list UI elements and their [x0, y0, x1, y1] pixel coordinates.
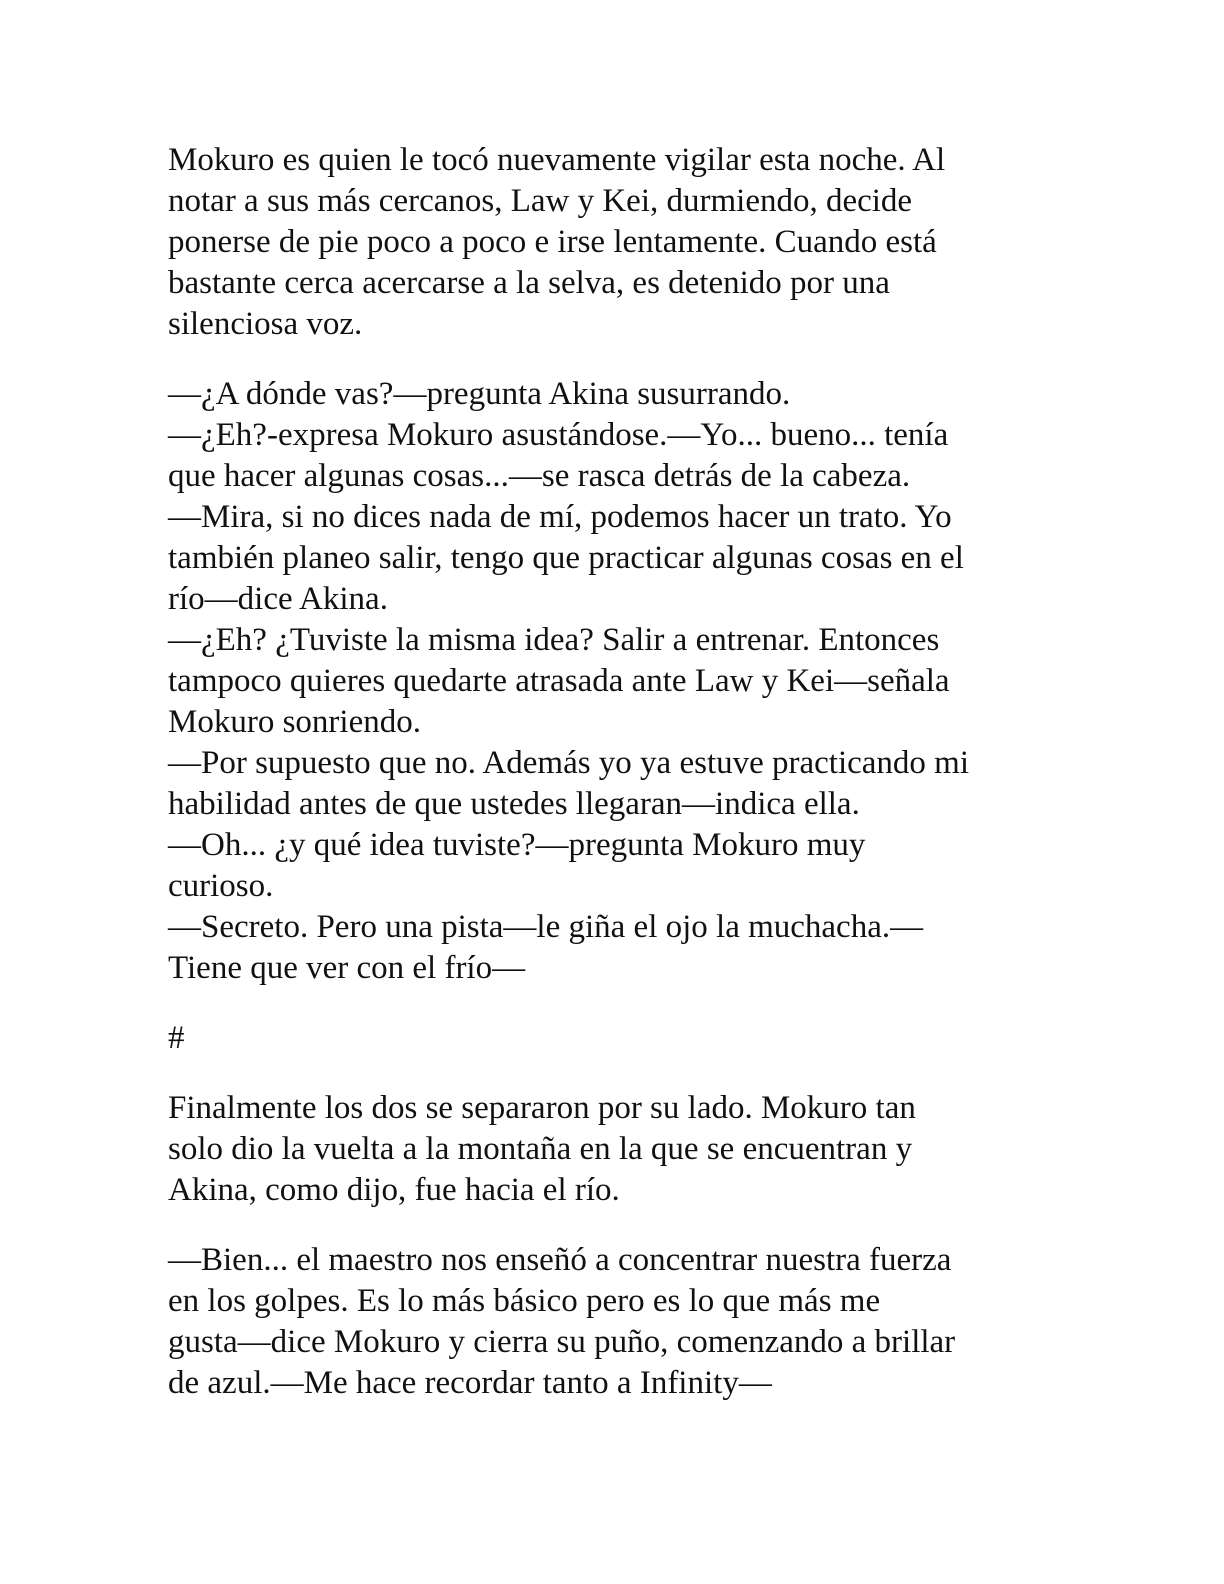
text-line: tampoco quieres quedarte atrasada ante Law y Kei—señala	[168, 663, 950, 699]
text-line: de azul.—Me hace recordar tanto a Infinity—	[168, 1365, 772, 1401]
text-line: —¿Eh?-expresa Mokuro asustándose.—Yo... bueno... tenía	[168, 417, 949, 453]
text-line: gusta—dice Mokuro y cierra su puño, comenzando a brillar	[168, 1324, 956, 1360]
text-line: que hacer algunas cosas...—se rasca detrás de la cabeza.	[168, 458, 911, 494]
text-line: Mokuro sonriendo.	[168, 704, 421, 740]
text-line: Finalmente los dos se separaron por su lado. Mokuro tan	[168, 1090, 916, 1126]
text-line: Mokuro es quien le tocó nuevamente vigilar esta noche. Al	[168, 142, 946, 178]
text-line: —Por supuesto que no. Además yo ya estuve practicando mi	[168, 745, 970, 781]
scene-break	[168, 1018, 1048, 1059]
text-line: río—dice Akina.	[168, 581, 388, 617]
paragraph-mokuro-watch	[168, 140, 1048, 345]
text-line: silenciosa voz.	[168, 306, 363, 342]
text-line: notar a sus más cercanos, Law y Kei, durmiendo, decide	[168, 183, 913, 219]
text-line: Tiene que ver con el frío—	[168, 950, 526, 986]
text-line: —Bien... el maestro nos enseñó a concentrar nuestra fuerza	[168, 1242, 952, 1278]
text-line: —Oh... ¿y qué idea tuviste?—pregunta Mokuro muy	[168, 827, 866, 863]
text-line: Akina, como dijo, fue hacia el río.	[168, 1172, 620, 1208]
text-line: bastante cerca acercarse a la selva, es detenido por una	[168, 265, 890, 301]
paragraph-separation	[168, 1088, 1048, 1211]
text-line: también planeo salir, tengo que practicar algunas cosas en el	[168, 540, 964, 576]
document-page	[168, 140, 1048, 1404]
scene-break-marker: #	[168, 1020, 185, 1056]
text-line: ponerse de pie poco a poco e irse lentamente. Cuando está	[168, 224, 937, 260]
text-line: en los golpes. Es lo más básico pero es lo que más me	[168, 1283, 881, 1319]
text-line: —¿Eh? ¿Tuviste la misma idea? Salir a entrenar. Entonces	[168, 622, 940, 658]
paragraph-dialogue	[168, 374, 1048, 989]
text-line: —¿A dónde vas?—pregunta Akina susurrando.	[168, 376, 791, 412]
text-line: —Mira, si no dices nada de mí, podemos hacer un trato. Yo	[168, 499, 952, 535]
text-line: habilidad antes de que ustedes llegaran—indica ella.	[168, 786, 860, 822]
text-line: curioso.	[168, 868, 274, 904]
paragraph-training	[168, 1240, 1048, 1404]
text-line: —Secreto. Pero una pista—le giña el ojo la muchacha.—	[168, 909, 924, 945]
text-line: solo dio la vuelta a la montaña en la que se encuentran y	[168, 1131, 913, 1167]
